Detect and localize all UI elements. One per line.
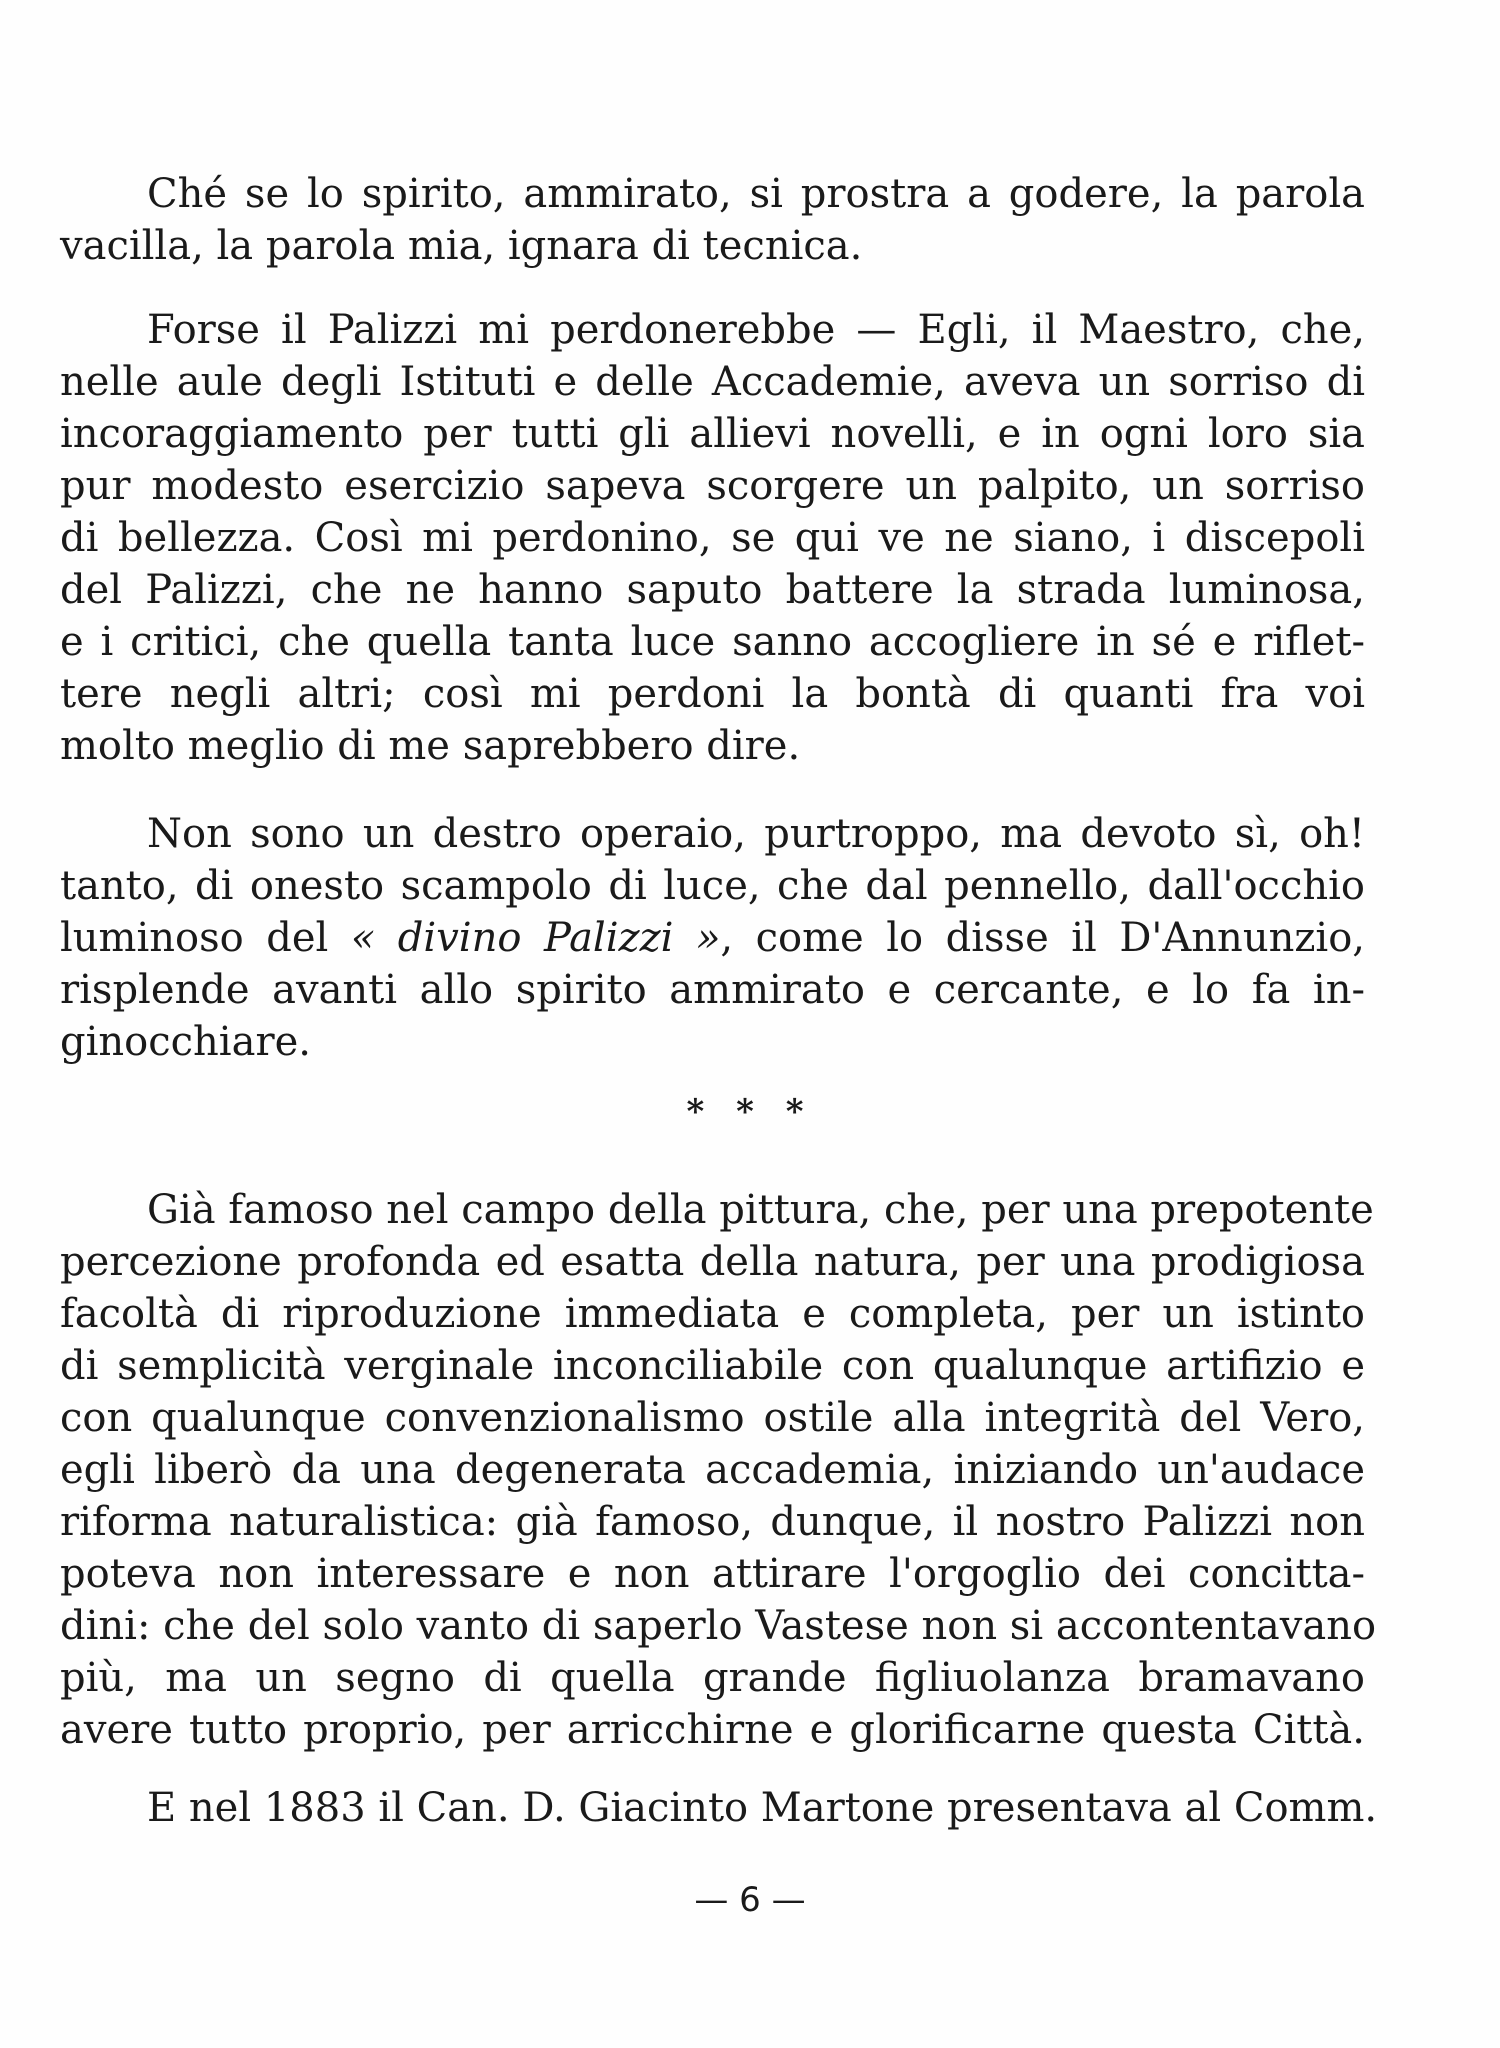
text-line: egli liberò da una degenerata accademia, iniziando un'audace: [60, 1447, 1365, 1493]
text-line-with-italic: [60, 912, 1365, 964]
text-line: Non sono un destro operaio, purtroppo, ma devoto sì, oh!: [147, 811, 1365, 857]
text-fragment: , come lo disse il D'Annunzio,: [720, 915, 1366, 961]
text-line: più, ma un segno di quella grande figliuolanza bramavano: [60, 1655, 1365, 1701]
text-line: con qualunque convenzionalismo ostile alla integrità del Vero,: [60, 1395, 1365, 1441]
text-line: poteva non interessare e non attirare l'orgoglio dei concitta-: [60, 1551, 1365, 1597]
paragraph-5: [60, 1782, 1378, 1834]
text-line: dini: che del solo vanto di saperlo Vastese non si accontentavano: [60, 1603, 1377, 1649]
text-line: risplende avanti allo spirito ammirato e cercante, e lo fa in-: [60, 967, 1365, 1013]
text-line: tanto, di onesto scampolo di luce, che dal pennello, dall'occhio: [60, 863, 1365, 909]
text-line: vacilla, la parola mia, ignara di tecnica.: [60, 223, 863, 269]
text-line: e i critici, che quella tanta luce sanno accogliere in sé e riflet-: [60, 619, 1365, 665]
paragraph-3: [60, 808, 1365, 1068]
text-line: riforma naturalistica: già famoso, dunque, il nostro Palizzi non: [60, 1499, 1365, 1545]
text-line: ginocchiare.: [60, 1019, 311, 1065]
text-line: di semplicità verginale inconciliabile con qualunque artifizio e: [60, 1343, 1365, 1389]
text-fragment: luminoso del: [60, 915, 351, 961]
text-line: del Palizzi, che ne hanno saputo battere la strada luminosa,: [60, 567, 1365, 613]
section-separator: * * *: [686, 1092, 814, 1132]
text-line: pur modesto esercizio sapeva scorgere un palpito, un sorriso: [60, 463, 1365, 509]
text-line: Già famoso nel campo della pittura, che, per una prepotente: [147, 1187, 1374, 1233]
paragraph-2: [60, 304, 1365, 772]
text-line: avere tutto proprio, per arricchirne e glorificarne questa Città.: [60, 1707, 1365, 1753]
text-line: Ché se lo spirito, ammirato, si prostra a godere, la parola: [147, 171, 1365, 217]
text-line: di bellezza. Così mi perdonino, se qui ve ne siano, i discepoli: [60, 515, 1365, 561]
text-line: facoltà di riproduzione immediata e completa, per un istinto: [60, 1291, 1365, 1337]
text-line: molto meglio di me saprebbero dire.: [60, 723, 801, 769]
text-line: Forse il Palizzi mi perdonerebbe — Egli, il Maestro, che,: [147, 307, 1365, 353]
text-line: nelle aule degli Istituti e delle Accademie, aveva un sorriso di: [60, 359, 1365, 405]
text-line: percezione profonda ed esatta della natura, per una prodigiosa: [60, 1239, 1365, 1285]
paragraph-4: [60, 1184, 1377, 1756]
text-line: E nel 1883 il Can. D. Giacinto Martone presentava al Comm.: [147, 1785, 1378, 1831]
page-number: — 6 —: [694, 1880, 806, 1920]
italic-quote: « divino Palizzi »: [350, 915, 721, 961]
text-line: incoraggiamento per tutti gli allievi novelli, e in ogni loro sia: [60, 411, 1365, 457]
text-line: tere negli altri; così mi perdoni la bontà di quanti fra voi: [60, 671, 1365, 717]
paragraph-1: [60, 168, 1365, 272]
